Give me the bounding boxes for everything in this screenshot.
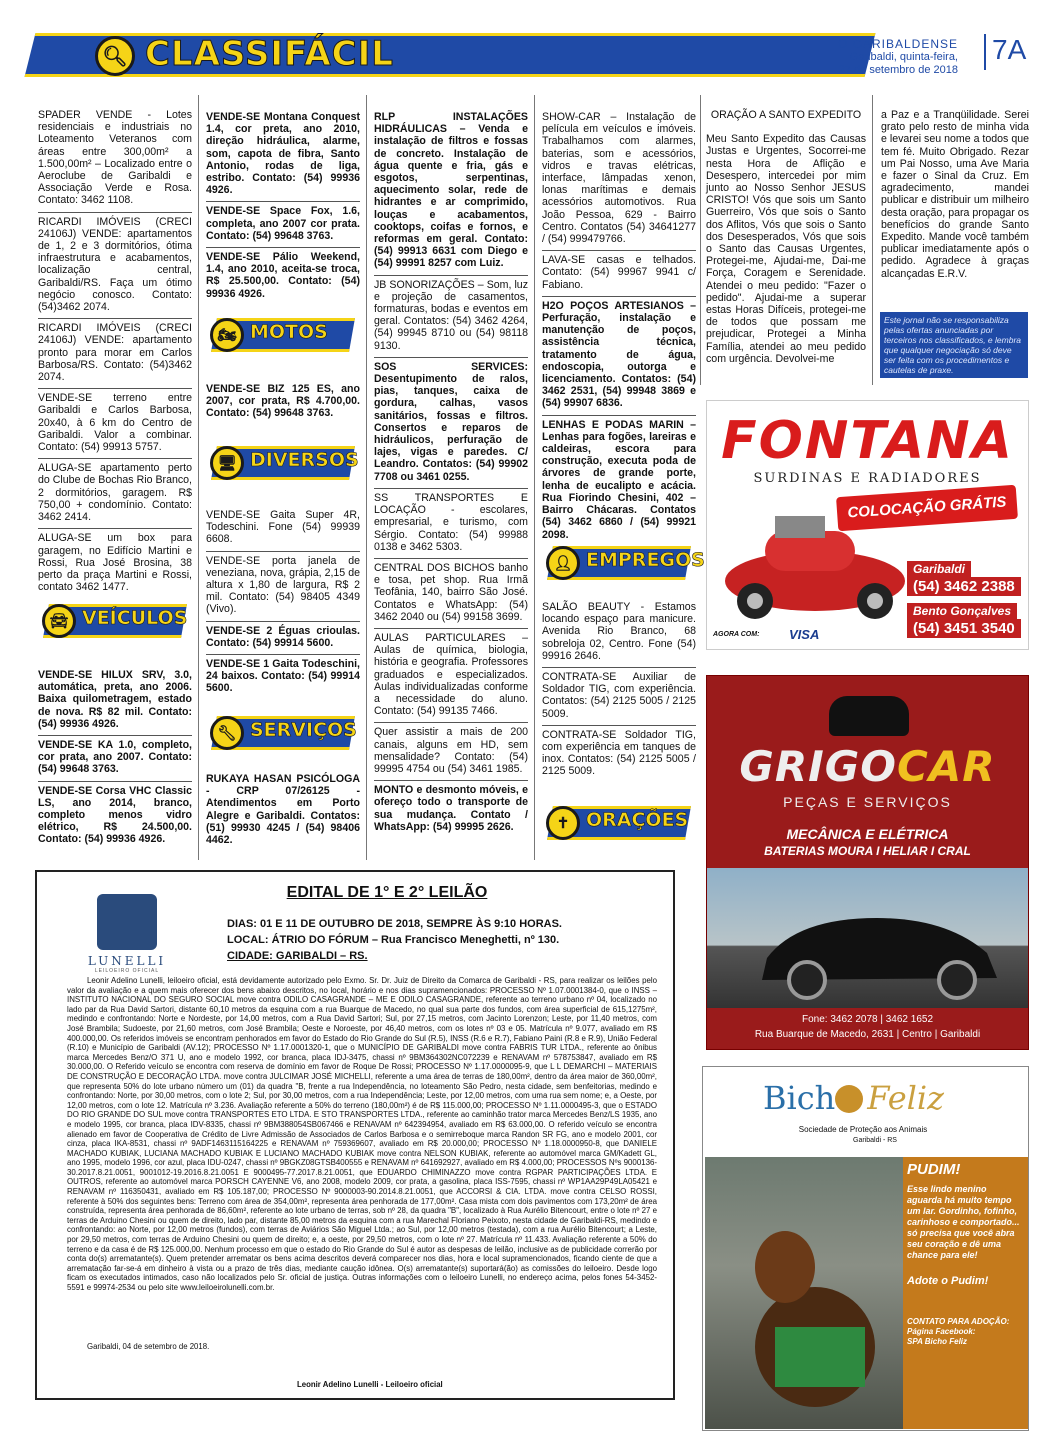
- section-title: CLASSIFÁCIL: [145, 34, 394, 74]
- dateline-date: 27 de setembro de 2018: [838, 64, 958, 76]
- prayer-text-continued: a Paz e a Tranqüilidade. Serei grato pelo resto de minha vida e levarei seu nome a todos que tem fé. Muito Obrigado. Rezar um Pai Nosso, uma Ave Maria e fazer o Sinal da Cruz. Em agradecimento, mandei publicar e distribuir um milheiro desta oração, para propagar os benefícios do grande Santo Expedito. Mande você também publicar imediatamente após o pedido. Agradece à graças alcançadas E.R.V.: [881, 109, 1029, 280]
- classified-ad: RLP INSTALAÇÕES HIDRÁULICAS – Venda e instalação de filtros e fossas de concreto. Instalação de água quente e fria, gás e esgotos, serpentinas, aquecimento solar, rede de hidrantes e ar comprimido, louças e acabamentos, cooktops, coifas e fornos, e reformas em geral. Contato: (54) 99913 6631 com Diego e (54) 99991 8257 com Luiz.: [374, 108, 528, 276]
- phone-garibaldi: (54) 3462 2388: [907, 577, 1021, 596]
- classified-ad: MONTO e desmonto móveis, e ofereço todo o transporte de sua mudança. Contato / WhatsApp: (54) 99995 2626.: [374, 784, 528, 833]
- auctioneer-signature: Leonir Adelino Lunelli - Leiloeiro oficial: [297, 1380, 443, 1389]
- auction-title: EDITAL DE 1° E 2° LEILÃO: [286, 884, 488, 901]
- classified-ad: SALÃO BEAUTY - Estamos locando espaço para manicure. Avenida Rio Branco, 68 sobreloja 02, Centro. Fone (54) 99916 2646.: [542, 598, 696, 668]
- grigocar-service-1: MECÂNICA E ELÉTRICA: [786, 826, 949, 842]
- city-bento: Bento Gonçalves: [907, 603, 1017, 619]
- motorcycle-icon: 🏍︎: [210, 318, 244, 352]
- adopt-callout: Adote o Pudim!: [907, 1275, 989, 1287]
- city-garibaldi: Garibaldi: [907, 561, 971, 577]
- grigocar-subtitle: PEÇAS E SERVIÇOS: [783, 794, 952, 810]
- classified-ad: VENDE-SE Space Fox, 1.6, completa, ano 2007 cor prata. Contato: (54) 99648 3763.: [206, 202, 360, 248]
- cross-icon: ✝: [546, 806, 580, 840]
- auction-date: Garibaldi, 04 de setembro de 2018.: [87, 1342, 210, 1351]
- publication-info: [838, 38, 958, 77]
- classified-ad: CONTRATA-SE Auxiliar de Soldador TIG, com experiência. Contatos: (54) 2125 5005 / 2125 5009.: [542, 668, 696, 726]
- car-photo: [707, 868, 1028, 1008]
- classified-ad: JB SONORIZAÇÕES – Som, luz e projeção de casamentos, formaturas, bodas e eventos em geral. Contatos: (54) 3462 4264, (54) 99945 8710 ou (54) 98118 9130.: [374, 276, 528, 358]
- lunelli-logo-sub: LEILOEIRO OFICIAL: [94, 968, 160, 974]
- classifieds-column-4b: [542, 598, 696, 783]
- car-icon: 🚘︎: [42, 604, 76, 638]
- lunelli-logo: [97, 894, 157, 950]
- section-tag-servicos: 🔧︎ SERVIÇOS: [206, 710, 356, 756]
- bicho-subtitle: Sociedade de Proteção aos Animais: [798, 1125, 928, 1134]
- pudim-title: PUDIM!: [907, 1161, 961, 1178]
- classified-ad: CONTRATA-SE Soldador TIG, com experiência em tanques de inox. Contatos: (54) 2125 5005 / 2125 5009.: [542, 728, 696, 778]
- classified-ad: Quer assistir a mais de 200 canais, alguns em HD, sem mensalidade? Contato: (54) 99995 4754 ou (54) 3461 1985.: [374, 723, 528, 781]
- column-rule: [700, 95, 701, 385]
- section-tag-diversos: 🖥︎ DIVERSOS: [206, 440, 356, 486]
- fontana-brand: FONTANA: [721, 411, 1014, 471]
- classifieds-column-2d: [206, 770, 360, 851]
- fontana-ad[interactable]: [706, 400, 1029, 650]
- auction-city: CIDADE: GARIBALDI – RS.: [227, 950, 368, 962]
- classified-ad: ALUGA-SE um box para garagem, no Edifício Martini e Rossi, Rua José Brosina, 38 perto da praça Martini e Rossi, contato 3462 1477.: [38, 532, 192, 594]
- search-icon: 🔍︎: [95, 36, 135, 76]
- column-rule: [534, 95, 535, 860]
- grigocar-phones: Fone: 3462 2078 | 3462 1652: [801, 1014, 934, 1025]
- classified-ad: VENDE-SE HILUX SRV, 3.0, automática, preta, ano 2006. Baixa quilometragem, estado de nova. R$ 82 mil. Contato: (54) 99936 4926.: [38, 666, 192, 736]
- classified-ad: VENDE-SE BIZ 125 ES, ano 2007, cor prata, R$ 4.700,00. Contato: (54) 99648 3763.: [206, 383, 360, 420]
- classified-ad: VENDE-SE Montana Conquest 1.4, cor preta, ano 2010, direção hidráulica, alarme, som, capota de fibra, Santo Antonio, rodas de liga, estribo. Contato: (54) 99936 4926.: [206, 108, 360, 202]
- classified-ad: SHOW-CAR – Instalação de película em veículos e imóveis. Trabalhamos com alarmes, baterias, som e acessórios, vidros e travas elétricas, interface, lâmpadas xenon, lonas marítimas e demais acessórios automotivos. Rua João Pessoa, 629 - Bairro Centro. Contatos (54) 34641277 / (54) 999479766.: [542, 108, 696, 251]
- publication-name: O GARIBALDENSE: [837, 37, 958, 51]
- classifieds-column-2c: [206, 506, 360, 700]
- grigocar-ad[interactable]: [706, 675, 1029, 1050]
- free-install-badge: COLOCAÇÃO GRÁTIS: [836, 485, 1018, 531]
- classified-ad: SPADER VENDE - Lotes residenciais e industriais no Loteamento Veteranos com áreas entre 300,00m² a 1.500,00m² – Localizado entre o Aeroclube de Garibaldi e Associação Verde e Rosa. Contato: 3462 1108.: [38, 106, 192, 213]
- classified-ad: VENDE-SE porta janela de veneziana, nova, grápia, 2,15 de altura x 1,80 de largura, R$ 2 mil. Contato: (54) 98405 4349 (Vivo).: [206, 552, 360, 622]
- visa-logo: VISA: [789, 627, 820, 642]
- classified-ad: VENDE-SE Corsa VHC Classic LS, ano 2014, branco, completo menos vidro elétrico, R$ 24.500,00. Contato: (54) 99936 4926.: [38, 784, 192, 846]
- classified-ad: LAVA-SE casas e telhados. Contato: (54) 99967 9941 c/ Fabiano.: [542, 251, 696, 297]
- classified-ad: H2O POÇOS ARTESIANOS – Perfuração, instalação e manutenção de poços, assistência técnica, tratamento de água, endoscopia, outorga e licenciamento. Contatos: (54) 3462 2531, (54) 99948 3869 e (54) 99907 6836.: [542, 297, 696, 416]
- classified-ad: AULAS PARTICULARES – Aulas de química, biologia, história e geografia. Professores graduados e especializados. Aulas individualizadas conforme a necessidade do aluno. Contato: (54) 99135 7466.: [374, 629, 528, 723]
- auction-notice: [35, 870, 675, 1400]
- page-number: 7A: [992, 34, 1027, 65]
- classified-ad: CENTRAL DOS BICHOS banho e tosa, pet shop. Rua Irmã Teofânia, 140, bairro São José. Contatos e WhatsApp: (54) 3462 2040 ou (54) 99158 3699.: [374, 559, 528, 629]
- classifieds-column-1: [38, 106, 192, 598]
- bicho-feliz-brand: Bich Feliz: [763, 1079, 944, 1117]
- section-tag-veiculos: 🚘︎ VEÍCULOS: [38, 598, 188, 644]
- prayer-column-1: [706, 109, 866, 365]
- classified-ad: VENDE-SE terreno entre Garibaldi e Carlos Barbosa, 20x40, à 6 km do Centro de Garibaldi. Valor a combinar. Contato: (54) 99913 5757.: [38, 389, 192, 459]
- grigocar-brand: GRIGOCAR: [739, 742, 996, 791]
- grigocar-service-2: BATERIAS MOURA I HELIAR I CRAL: [764, 844, 971, 858]
- classified-ad: VENDE-SE 1 Gaita Todeschini, 24 baixos. Contato: (54) 99914 5600.: [206, 658, 360, 695]
- dateline: Garibaldi, quinta-feira,: [849, 51, 958, 63]
- phone-bento: (54) 3451 3540: [907, 619, 1021, 638]
- pudim-text: Esse lindo menino aguarda há muito tempo um lar. Gordinho, fofinho, carinhoso e comportado... só precisa que você abra seu coração e dê uma chance para ele!: [907, 1184, 1020, 1260]
- grigocar-address: Rua Buarque de Macedo, 2631 | Centro | Garibaldi: [754, 1029, 981, 1040]
- classifieds-column-2b: [206, 380, 360, 425]
- classified-ad: LENHAS E PODAS MARIN – Lenhas para fogões, lareiras e caldeiras, escora para construção, executa poda de árvores de grande porte, lenha de eucalipto e acácia. Rua Fiorindo Chesini, 402 – Bairro Chácaras. Contatos (54) 3462 6860 / (54) 99921 2098.: [542, 418, 696, 541]
- disclaimer-notice: Este jornal não se responsabiliza pelas ofertas anunciadas por terceiros nos classificados, e lembra que qualquer negociação só deve ser feita com os procedimentos e cautelas de praxe.: [880, 312, 1028, 378]
- prayer-text: Meu Santo Expedito das Causas Justas e Urgentes, Socorrei-me nesta Hora de Aflição e Desespero, intercedei por mim junto ao Nosso Senhor JESUS CRISTO! Vós que sois um Santo Guerreiro, Vós que sois o Santo dos Aflitos, Vós que sois o Santo dos Desesperados, Vós que sois o Santo das Causas Urgentes, Protegei-me, Ajudai-me, Dai-me Força, Coragem e Serenidade. Atendei o meu pedido: "Fazer o pedido". Ajudai-me a superar estas Horas Difíceis, protegei-me de todos que possam me prejudicar, Protegei a Minha Família, atendei ao meu pedido com urgência. Devolvei-me: [706, 133, 866, 365]
- classifieds-column-4: [542, 108, 696, 546]
- column-rule: [872, 95, 873, 385]
- bicho-city: Garibaldi - RS: [853, 1137, 897, 1144]
- prayer-title: ORAÇÃO A SANTO EXPEDITO: [710, 109, 862, 121]
- payment-label: AGORA COM:: [713, 631, 760, 638]
- adoption-contact: CONTATO PARA ADOÇÃO: Página Facebook: SPA Bicho Feliz: [907, 1317, 1010, 1346]
- column-rule: [198, 95, 199, 860]
- classified-ad: VENDE-SE Pálio Weekend, 1.4, ano 2010, aceita-se troca, R$ 25.500,00. Contato: (54) 99936 4926.: [206, 251, 360, 300]
- classified-ad: VENDE-SE 2 Éguas crioulas. Contato: (54) 99914 5600.: [206, 622, 360, 655]
- classified-ad: SOS SERVICES: Desentupimento de ralos, pias, tanques, caixa de gordura, calhas, vasos sanitários, fossas e filtros. Consertos e reparos de hidráulicos, perfuração de lajes, vigas e paredes. C/ Leandro. Contatos: (54) 99902 7708 ou 3461 0255.: [374, 358, 528, 489]
- classified-ad: RUKAYA HASAN PSICÓLOGA - CRP 07/26125 - Atendimentos em Porto Alegre e Garibaldi. Contatos: (51) 99930 4245 / (54) 98406 4462.: [206, 773, 360, 847]
- dog-face-icon: [835, 1085, 863, 1113]
- hotrod-car-illustration: [715, 511, 915, 621]
- auction-location: LOCAL: ÁTRIO DO FÓRUM – Rua Francisco Meneghetti, nº 130.: [227, 934, 560, 946]
- section-tag-motos: 🏍︎ MOTOS: [206, 312, 356, 358]
- column-rule: [366, 95, 367, 860]
- classifieds-column-2: [206, 108, 360, 305]
- classifieds-column-3: [374, 108, 528, 838]
- classified-ad: RICARDI IMÓVEIS (CRECI 24106J) VENDE: apartamento pronto para morar em Carlos Barbosa/RS. Contato: (54)3462 2074.: [38, 319, 192, 389]
- car-icon: [829, 696, 909, 736]
- lunelli-logo-text: LUNELLI: [87, 954, 167, 968]
- section-tag-oracoes: ✝ ORAÇÕES: [542, 800, 692, 846]
- auction-dates: DIAS: 01 E 11 DE OUTUBRO DE 2018, SEMPRE ÀS 9:10 HORAS.: [227, 918, 562, 930]
- auction-body: Leonir Adelino Lunelli, leiloeiro oficial, está devidamente autorizado pelo Exmo. Sr. Dr. Juiz de Direito da Comarca de Garibaldi - RS, para realizar os leilões pelo valor da avaliação e a quem mais oferecer dos bens abaixo descritos, no local, horário e nos dias supramencionados: PROCESSO Nº 1.07.0001384-0, que o INSS – INSTITUTO NACIONAL DO SEGURO SOCIAL move contra ODILO CASAGRANDE – ME E ODILO CASAGRANDE, referente ao terreno urbano nº 04, localizado no lado par da Rua David Sartori, distante 60,10 metros da esquina com a rua Buarque de Macedo, no qual sua parte dos fundos, com área superficial de 615,1275m², medindo e confrontando: Norte e Nordeste, por 14,00 metros, com a Rua David Sartori; Sul, por 27,15 metros, com Jacinto Lorenzon; Leste, por 11,40 metros, com José Brambila; Sudoeste, por 21,60 metros, com José Brambila; Oeste e Noroeste, por 46,40 metros, com os lotes nº 03 e 05. Matrícula nº 9.077, avaliado em R$ 400.000,00. Os referidos imóveis se encontram penhorados em favor do Estado do Rio Grande do Sul (R.5), INSS (R.6 e R.7), Fabiano Paini (R.8 e R.9), União Federal (R.10) e Município de Garibaldi (AV.12); PROCESSO Nº 1.17.0001320-1, que o MUNICÍPIO DE GARIBALDI move contra FABRIS TUR LTDA., referente ao ônibus marca Mercedes Benz/O 371 U, ano e modelo 1992, cor branca, placa IDJ-3475, chassi nº 9BM364302NC072239 e RENAVAM nº 578753847, avaliado em R$ 30.000,00. O Referido veículo se encontra com reserva de domínio em favor de Roque De Rossi; PROCESSO Nº 1.17.0000095-9, que L L DEMARCHI – MATERIAIS DE CONSTRUÇÃO E DECORAÇÃO LTDA. move contra JULCIMAR JOSÉ MICHELLI, referente a uma área de terras de 180,00m², dentro da área maior de 360,00m², que representa 50% do lote urbano número um (01) da quadra "B, frente a rua Independência, no loteamento São Pedro, nesta cidade, sem benfeitorias, medindo e confrontando: Norte, por 30,00 metros, com o lote 2; Sul, por 30,00 metros, com a rua Independência; Leste, por 12,00 metros, com uma rua sem nome; e, a Oeste, por 12,00 metros, com o lote 12. Matrícula nº 3.236. Avaliação referente a 50% do terreno (180,00m²) é de R$ 115.000,00; PROCESSO Nº 1.11.0000495-3, que o ESTADO DO RIO GRANDE DO SUL move contra TRANSPORTES ETO LTDA. E STO TRANSPORTES LTDA., referente ao caminhão trator marca Mercedes Benz/LS 1935, ano e modelo 1995, cor branca, placa IDV-8335, chassi nº 9BM388054SB067466 e RENAVAM nº 642394954, avaliado em R$ 63.000,00. O referido veículo se encontra alienado em favor de Cooperativa de Crédito de Livre Admissão de Associados de Carlos Barbosa e o semirreboque marca Randon SR FG, ano e modelo 2001, cor cinza, placa IKA-8531, chassi nº 9ADF1463115164225 e RENAVAM nº 759369607, avaliado em R$ 20.000,00; PROCESSO Nº 1.18.0000950-8, que DANIELE MACHADO KUBIAK, LUCIANA MACHADO KUBIAK E LUCIANO MACHADO KUBIAK move contra NELSON KUBIAK, referente ao automóvel marca GM/Kadett GL, ano 1995, modelo 1996, cor azul, placa IDU-0247, chassi nº 9BGKZ08GTSB400555 e RENAVAM nº 641692927, avaliado em R$ 4.000,00; PROCESSOS Nºs 9000136-30.2017.8.21.0051, 9001012-19.2016.8.21.0051 E 9000495-77.2017.8.21.0051, que EDUARDO CHIMINAZZO move contra RGPAR PARTICIPAÇÕES LTDA. E OUTROS, referente ao automóvel marca PORSCH CAYENNE V6, ano 2008, modelo 2009, cor prata, a gasolina, placa ISS-7595, chassi nº WP1AA29P49LA05421 e RENAVAM nº 116350431, avaliado em R$ 105.187,00; PROCESSO Nº 9000003-90.2014.8.21.0051, que ACCORSI & CIA. LTDA. move contra CELSO ROSSI, referente à 50% dos seguintes bens: Terreno com área de 354,00m², representa área penhorada de 177,00m². Casa mista com dois pavimentos com 173,20m² de área construída, representa área penhorada de 86,60m², referente ao lote urbano de terras, sob nº 28, da quadra "B", localizado à Rua Aurélio Bitencourt, entre o lote nº 27 e terras de Arduino Chesini ou quem de direito, lado par, distante 85,00 metros da esquina com a rua Marechal Floriano Peixoto, nesta cidade de Garibaldi-RS, medindo e confrontando: ao Norte, por 12,00 metros (fundos), com terras de Aviários São Miguel Ltda.; ao Sul, por 12,00 metros (testada), com a rua Aurélio Bitencourt; a Leste, por 29,50 metros, com terras de Arduino Chesini ou quem de direito; e, a oeste, por 29,50 metros, com o lote nº 27. Matrícula nº 11.433. Avaliação referente a 50% do terreno e da casa é de R$ 125.000,00. Nenhum processo em que o estado do Rio Grande do Sul é autor as despesas de leilão, inclusive as de publicidade correrão por conta do(s) arrematante(s). Quem pretender arrematar os bens acima descritos deverá comparecer nos dias, hora e local supramencionados, ficando ciente de que a arrematação far-se-á em dinheiro à vista ou a prazo de três dias, mediante caução idônea. O(s) arrematante(s) suportará(ão) as comissões do leiloeiro. Desde logo ficam os executados intimados, caso não localizados pelo Sr. oficial de justiça. Outras informações com o leiloeiro Lunelli, no endereço acima, pelos fones 54-3452-5591 e 99974-2534 ou pelo site www.leiloeirolunelli.com.br.: [67, 976, 657, 1292]
- classified-ad: VENDE-SE KA 1.0, completo, cor prata, ano 2007. Contato: (54) 99648 3763.: [38, 736, 192, 782]
- classified-ad: SS TRANSPORTES E LOCAÇÃO - escolares, empresarial, e turismo, com Sérgio. Contato: (54) 99988 0138 e 3462 5303.: [374, 489, 528, 559]
- classified-ad: ALUGA-SE apartamento perto do Clube de Bochas Rio Branco, 2 dormitórios, garagem. R$ 750,00 + condomínio. Contato: 3462 2414.: [38, 459, 192, 529]
- classified-ad: RICARDI IMÓVEIS (CRECI 24106J) VENDE: apartamentos de 1, 2 e 3 dormitórios, ótima infraestrutura e acabamentos, localização central, Garibaldi/RS. Faça um ótimo negócio conosco. Contato: (54)3462 2074.: [38, 213, 192, 320]
- fontana-subtitle: SURDINAS E RADIADORES: [753, 471, 982, 486]
- bicho-feliz-ad[interactable]: [702, 1066, 1029, 1431]
- page-divider: [984, 34, 986, 70]
- prayer-column-2: [881, 109, 1029, 280]
- pudim-panel: [903, 1157, 1028, 1429]
- classifieds-column-1b: [38, 666, 192, 851]
- classified-ad: VENDE-SE Gaita Super 4R, Todeschini. Fone (54) 99939 6608.: [206, 506, 360, 552]
- dog-photo: [705, 1157, 903, 1429]
- section-tag-empregos: 👤︎ EMPREGOS: [542, 540, 692, 586]
- person-icon: 👤︎: [546, 546, 580, 580]
- devices-icon: 🖥︎: [210, 446, 244, 480]
- wrench-icon: 🔧︎: [210, 716, 244, 750]
